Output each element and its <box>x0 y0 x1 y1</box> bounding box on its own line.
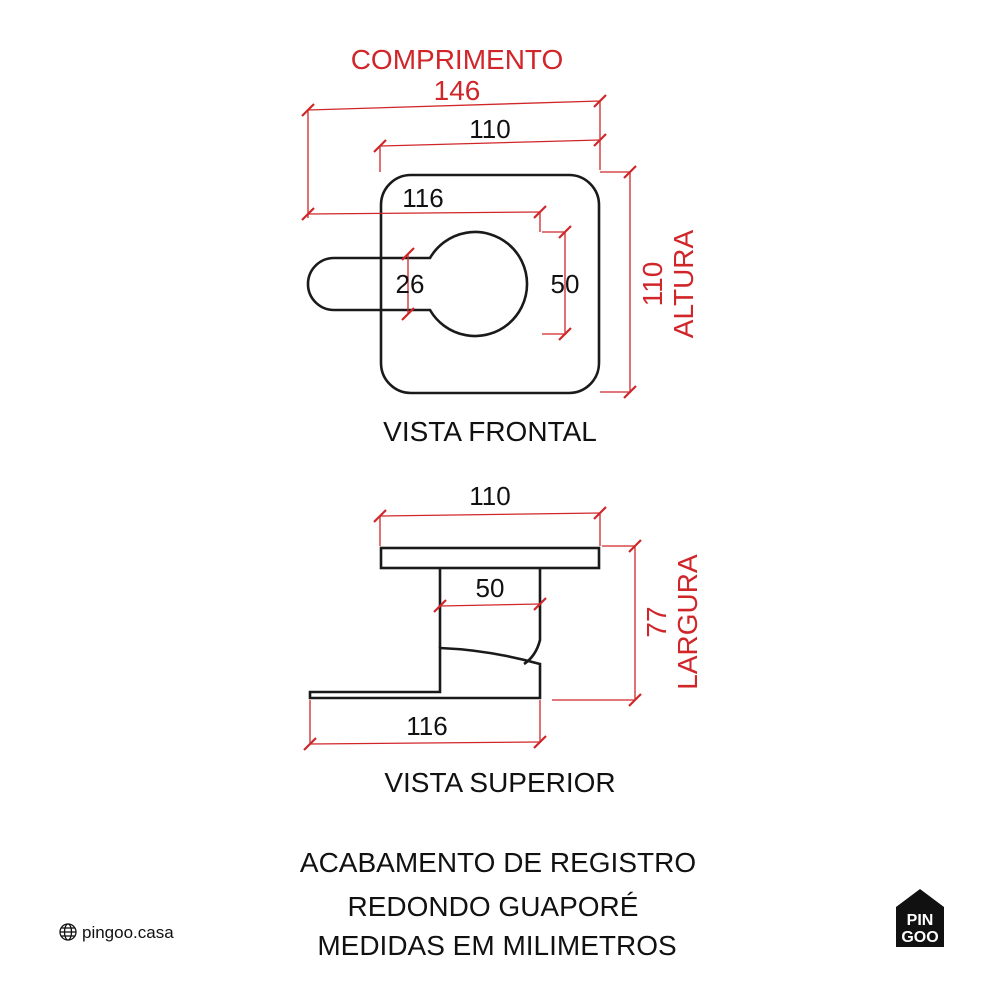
front-length-label: COMPRIMENTO <box>350 44 564 75</box>
dim-stem-width: 50 <box>475 573 505 603</box>
dim-line-length-total <box>302 95 606 218</box>
title-block <box>300 847 696 961</box>
pingoo-logo <box>896 889 944 947</box>
dim-depth: 77 <box>641 606 672 638</box>
top-view-caption: VISTA SUPERIOR <box>384 767 616 798</box>
dim-line-top-plate-width <box>374 507 606 546</box>
dim-front-plate-width: 110 <box>469 114 511 144</box>
dim-front-plate-height: 110 <box>637 261 668 307</box>
front-view-caption: VISTA FRONTAL <box>383 416 597 447</box>
title-line-2: REDONDO GUAPORÉ <box>347 891 639 922</box>
dim-top-plate-width: 110 <box>469 481 511 511</box>
logo-line-1: PIN <box>906 912 934 929</box>
dim-length-total: 146 <box>433 75 481 106</box>
website-text: pingoo.casa <box>82 923 174 942</box>
top-plate-outline <box>381 548 599 568</box>
dim-top-handle-length: 116 <box>406 711 448 741</box>
dim-line-depth <box>552 540 641 706</box>
top-handle-outline <box>310 648 540 698</box>
top-view <box>304 481 703 798</box>
front-height-label: ALTURA <box>668 229 699 339</box>
title-line-1: ACABAMENTO DE REGISTRO <box>299 847 697 878</box>
globe-icon <box>60 924 76 940</box>
dim-lever-width: 26 <box>395 269 425 299</box>
title-line-3: MEDIDAS EM MILIMETROS <box>317 930 677 961</box>
front-view <box>302 44 699 447</box>
dim-knob-diameter: 50 <box>550 269 580 299</box>
dim-line-plate-height <box>600 166 636 398</box>
brand-website <box>60 923 174 942</box>
dim-front-handle-length: 116 <box>402 183 444 213</box>
top-depth-label: LARGURA <box>672 554 703 690</box>
logo-line-2: GOO <box>901 929 939 946</box>
